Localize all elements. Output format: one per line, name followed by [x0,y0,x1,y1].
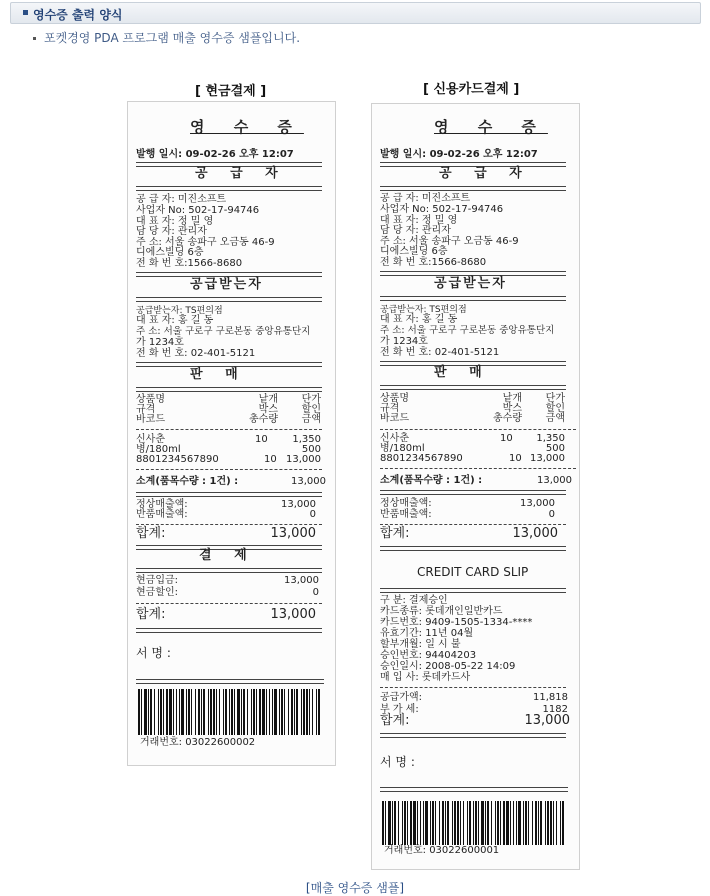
col-product: 상품명 [380,393,409,404]
barcode-bar [562,801,564,845]
sale-title: 판 매 [434,365,491,380]
barcode-bar [469,801,471,845]
barcode-bar [518,801,521,845]
barcode-bar [417,801,418,845]
slip-installment: 할부개월: 일 시 불 [380,639,461,650]
barcode-bar [173,689,174,735]
credit-card-slip-title: CREDIT CARD SLIP [417,565,529,579]
barcode-bar [513,801,514,845]
barcode-bar [495,801,496,845]
vat-value: 1182 [542,704,568,715]
barcode-bar [210,689,212,735]
barcode-bar [525,801,527,845]
buyer-title: 공급받는자 [190,277,263,292]
barcode-bar [213,689,215,735]
barcode-bar [163,689,164,735]
barcode-bar [176,689,177,735]
return-sales-value: 0 [548,509,555,520]
barcode-bar [516,801,517,845]
barcode-bar [223,689,224,735]
col-barcode: 바코드 [136,414,165,425]
double-rule [380,186,566,191]
subtotal-label: 소계(품목수량 : 1건) : [136,476,239,487]
item-discount: 500 [301,444,321,455]
barcode-bar [452,801,453,845]
barcode-bar [181,689,184,735]
total2-label: 합계: [380,713,410,728]
barcode-bar [231,689,233,735]
slip-approval-time: 승인일시: 2008-05-22 14:09 [380,661,516,672]
double-rule [380,733,566,738]
item-price: 1,350 [536,433,565,444]
barcode-bar [545,801,546,845]
dashed-rule [380,429,576,430]
issue-datetime: 발행 일시: 09-02-26 오후 12:07 [136,149,294,160]
item-amount: 13,000 [286,454,321,465]
return-sales-value: 0 [309,509,316,520]
barcode-bar [272,689,273,735]
dashed-rule [136,524,322,525]
barcode-bar [237,689,240,735]
double-rule [136,186,322,191]
barcode-bar [274,689,277,735]
barcode-bar [284,689,285,735]
barcode-bar [279,689,280,735]
double-rule [380,385,566,390]
barcode-bar [303,689,305,735]
description [33,29,300,46]
barcode-bar [144,689,147,735]
barcode-bar [166,689,168,735]
double-rule [136,387,322,392]
barcode-bar [201,689,202,735]
supplier-title: 공 급 자 [439,166,531,181]
card-receipt [371,103,580,870]
col-unit: 낱개 [502,393,522,404]
barcode-bar [394,801,396,845]
col-unit: 낱개 [258,394,278,405]
barcode-bar [503,801,505,845]
barcode-bar [560,801,561,845]
barcode-bar [188,689,190,735]
barcode-bar [179,689,180,735]
return-sales-label: 반품매출액: [380,509,432,520]
cash-receipt [127,101,336,766]
supplier-address: 주 소: 서울 송파구 오금동 46-9 [380,236,519,247]
barcode-bar [506,801,509,845]
normal-sales-label: 정상매출액: [136,499,188,510]
barcode-bar [296,689,298,735]
dashed-rule [380,468,576,469]
double-rule [136,628,322,633]
barcode-bar [457,801,459,845]
barcode-bar [535,801,537,845]
receipt-title: 영 수 증 [190,118,304,136]
total2-label: 합계: [136,607,166,622]
barcode-bar [241,689,242,735]
col-product: 상품명 [136,394,165,405]
double-rule [136,568,322,573]
barcode-bar [550,801,552,845]
slip-expiry: 유효기간: 11년 04월 [380,628,474,639]
dot-bullet-icon [33,37,36,40]
barcode-bar [407,801,408,845]
buyer-ceo: 대 표 자: 홍 길 동 [380,314,458,325]
barcode-bar [523,801,524,845]
item-name: 신사춘 [380,433,409,444]
barcode-bar [309,689,310,735]
buyer-address: 주 소: 서울 구로구 구로본동 중앙유통단지 [136,326,311,337]
supplier-manager: 담 당 자: 관리자 [136,226,207,237]
col-discount: 할인 [545,403,565,414]
barcode-bar [553,801,554,845]
cash-discount-value: 0 [312,587,319,598]
barcode-bar [435,801,436,845]
supplier-phone: 전 화 번 호:1566-8680 [380,257,487,268]
barcode-bar [154,689,155,735]
barcode-bar [288,689,289,735]
supplier-address-2: 디에스빌딩 6층 [380,246,448,257]
dashed-rule [380,524,566,525]
supplier-title: 공 급 자 [195,166,287,181]
col-spec: 규격 [380,403,400,414]
buyer-title: 공급받는자 [434,276,507,291]
barcode-bar [402,801,403,845]
barcode-bar [208,689,209,735]
barcode-bar [491,801,492,845]
double-rule [380,588,566,593]
total-label: 합계: [136,526,166,541]
barcode-bar [547,801,549,845]
barcode-bar [150,689,152,735]
barcode-bar [259,689,261,735]
barcode-bar [256,689,257,735]
barcode-bar [148,689,149,735]
barcode-bar [388,801,391,845]
figure-caption: [매출 영수증 샘플] [305,881,405,895]
barcode-bar [138,689,140,735]
buyer-address-2: 가 1234호 [380,336,428,347]
barcode-bar [420,801,421,845]
barcode-bar [532,801,533,845]
normal-sales-value: 13,000 [281,499,316,510]
col-box: 박스 [502,403,522,414]
barcode-bar [262,689,265,735]
item-price: 1,350 [292,434,321,445]
total2-value: 13,000 [270,607,316,622]
item-total-qty: 10 [264,454,277,465]
barcode-bar [229,689,230,735]
total2-value: 13,000 [524,713,570,728]
vat-label: 부 가 세: [380,704,419,715]
col-discount: 할인 [301,404,321,415]
subtotal-value: 13,000 [291,476,326,487]
section-title: 영수증 출력 양식 [33,8,123,22]
barcode-bar [528,801,529,845]
cash-in-value: 13,000 [284,575,319,586]
barcode-bar [247,689,248,735]
barcode-image [138,689,322,735]
barcode-bar [141,689,142,735]
barcode-bar [281,689,283,735]
barcode-bar [316,689,317,735]
description-text: 포켓경영 PDA 프로그램 매출 영수증 샘플입니다. [44,31,301,45]
barcode-bar [158,689,159,735]
col-box: 박스 [258,404,278,415]
col-amount: 금액 [301,414,321,425]
barcode-bar [318,689,320,735]
barcode-bar [467,801,468,845]
cash-discount-label: 현금할인: [136,587,179,598]
item-spec: 병/180ml [380,443,425,454]
supply-amount-value: 11,818 [533,692,568,703]
subtotal-label: 소계(품목수량 : 1건) : [380,475,483,486]
buyer-address: 주 소: 서울 구로구 구로본동 중앙유통단지 [380,325,555,336]
double-rule [380,490,566,495]
col-total-qty: 총수량 [493,413,522,424]
barcode-bar [225,689,227,735]
barcode-bar [485,801,486,845]
square-bullet-icon [23,10,28,15]
barcode-image [382,801,566,847]
total-label: 합계: [380,526,410,541]
signature-label: 서 명 : [136,646,171,660]
payment-title: 결 제 [199,548,256,563]
barcode-bar [186,689,187,735]
barcode-bar [160,689,162,735]
double-rule [136,297,322,302]
item-barcode: 8801234567890 [380,453,463,464]
barcode-bar [463,801,464,845]
barcode-bar [203,689,205,735]
barcode-bar [445,801,446,845]
barcode-bar [473,801,474,845]
barcode-bar [442,801,444,845]
barcode-bar [234,689,235,735]
double-rule [380,787,568,792]
slip-acquirer: 매 입 사: 롯데카드사 [380,672,471,683]
item-spec: 병/180ml [136,444,181,455]
slip-approval-no: 승인번호: 94404203 [380,650,477,661]
barcode-bar [497,801,499,845]
col-amount: 금액 [545,413,565,424]
barcode-bar [410,801,412,845]
item-qty: 10 [255,434,268,445]
item-amount: 13,000 [530,453,565,464]
barcode-bar [195,689,196,735]
item-barcode: 8801234567890 [136,454,219,465]
barcode-bar [243,689,245,735]
barcode-bar [169,689,172,735]
supplier-address: 주 소: 서울 송파구 오금동 46-9 [136,237,275,248]
barcode-bar [191,689,192,735]
dashed-rule [380,687,566,688]
barcode-bar [454,801,456,845]
trade-number: 거래번호: 03022600001 [384,845,500,856]
supplier-biz-no: 사업자 No: 502-17-94746 [380,204,504,215]
double-rule [380,546,566,551]
col-total-qty: 총수량 [249,414,278,425]
barcode-bar [382,801,384,845]
buyer-ceo: 대 표 자: 홍 길 동 [136,315,214,326]
section-header [10,2,701,24]
slip-type: 구 분: 결제승인 [380,595,448,606]
barcode-bar [219,689,220,735]
barcode-bar [198,689,200,735]
issue-datetime: 발행 일시: 09-02-26 오후 12:07 [380,149,538,160]
supply-amount-label: 공급가액: [380,692,423,703]
dashed-rule [136,429,322,430]
barcode-bar [413,801,416,845]
barcode-bar [432,801,434,845]
barcode-bar [251,689,252,735]
barcode-bar [430,801,431,845]
double-rule [136,492,322,497]
supplier-ceo: 대 표 자: 정 밀 영 [136,216,214,227]
supplier-name: 공 급 자: 미진소프트 [380,193,471,204]
barcode-bar [385,801,386,845]
item-name: 신사춘 [136,434,165,445]
subtotal-value: 13,000 [537,475,572,486]
barcode-bar [294,689,295,735]
barcode-bar [266,689,267,735]
barcode-bar [481,801,484,845]
barcode-bar [291,689,293,735]
col-spec: 규격 [136,404,156,415]
cash-receipt-heading: [ 현금결제 ] [195,84,267,99]
supplier-ceo: 대 표 자: 정 밀 영 [380,215,458,226]
buyer-phone: 전 화 번 호: 02-401-5121 [380,347,500,358]
barcode-bar [538,801,539,845]
barcode-bar [301,689,302,735]
total-value: 13,000 [270,526,316,541]
normal-sales-value: 13,000 [520,498,555,509]
barcode-bar [425,801,428,845]
total-value: 13,000 [512,526,558,541]
barcode-bar [478,801,479,845]
supplier-phone: 전 화 번 호:1566-8680 [136,258,243,269]
barcode-bar [216,689,217,735]
item-total-qty: 10 [509,453,522,464]
card-receipt-heading: [ 신용카드결제 ] [423,82,520,97]
trade-number: 거래번호: 03022600002 [140,737,256,748]
dashed-rule [136,469,322,470]
normal-sales-label: 정상매출액: [380,498,432,509]
barcode-bar [510,801,511,845]
barcode-bar [404,801,406,845]
barcode-bar [447,801,449,845]
barcode-bar [439,801,440,845]
barcode-bar [253,689,255,735]
barcode-bar [475,801,477,845]
barcode-bar [556,801,557,845]
col-price: 단가 [301,394,321,405]
col-barcode: 바코드 [380,413,409,424]
barcode-bar [398,801,399,845]
barcode-bar [269,689,270,735]
double-rule [380,296,566,301]
cash-in-label: 현금입금: [136,575,179,586]
supplier-address-2: 디에스빌딩 6층 [136,247,204,258]
item-discount: 500 [545,443,565,454]
buyer-name: 공급받는자: TS편의점 [136,306,223,316]
barcode-bar [312,689,313,735]
barcode-bar [306,689,308,735]
barcode-bar [460,801,461,845]
barcode-bar [487,801,489,845]
slip-card-kind: 카드종류: 롯데개인일반카드 [380,606,503,617]
slip-card-number: 카드번호: 9409-1505-1334-**** [380,617,533,628]
buyer-name: 공급받는자: TS편의점 [380,305,467,315]
item-qty: 10 [500,433,513,444]
barcode-bar [392,801,393,845]
signature-label: 서 명 : [380,755,415,769]
barcode-bar [500,801,501,845]
barcode-bar [540,801,542,845]
barcode-bar [423,801,424,845]
buyer-phone: 전 화 번 호: 02-401-5121 [136,348,256,359]
dashed-rule [136,603,322,604]
double-rule [136,679,324,684]
col-price: 단가 [545,393,565,404]
receipt-title: 영 수 증 [434,118,548,136]
supplier-name: 공 급 자: 미진소프트 [136,194,227,205]
supplier-biz-no: 사업자 No: 502-17-94746 [136,205,260,216]
sale-title: 판 매 [190,367,247,382]
supplier-manager: 담 당 자: 관리자 [380,225,451,236]
buyer-address-2: 가 1234호 [136,337,184,348]
return-sales-label: 반품매출액: [136,509,188,520]
